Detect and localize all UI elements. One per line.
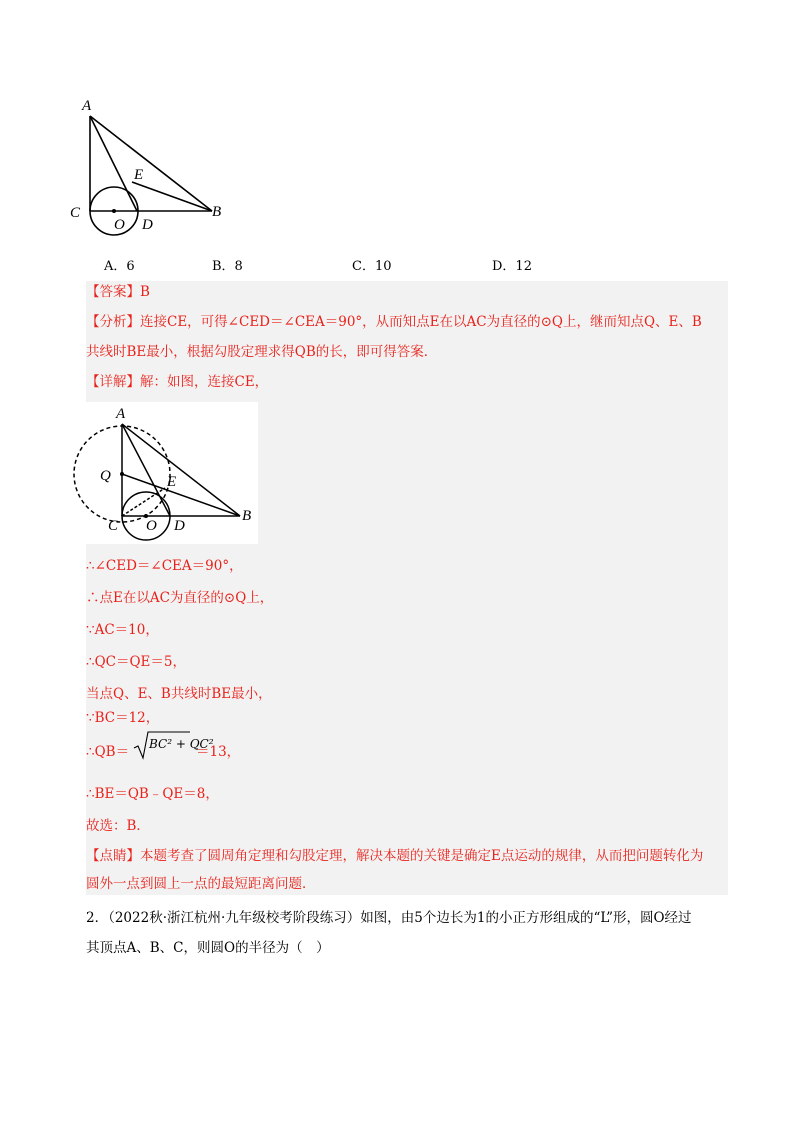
segment-ad bbox=[90, 116, 137, 211]
answer-line bbox=[86, 281, 150, 303]
segment-qb bbox=[122, 474, 240, 516]
comment-line-2: 圆外一点到圆上一点的最短距离问题． bbox=[86, 876, 316, 892]
step-6: ∵BC＝12， bbox=[86, 710, 160, 726]
label-d: D bbox=[174, 518, 185, 534]
step-7: ∴BE＝QB﹣QE＝8， bbox=[86, 786, 219, 802]
question-2-line-1: 2．（2022秋·浙江杭州·九年级校考阶段练习）如图，由5个边长为1的小正方形组成的“L”形，圆O经过 bbox=[86, 910, 692, 926]
label-b: B bbox=[242, 508, 252, 524]
step-5: 当点Q、E、B共线时BE最小， bbox=[86, 686, 272, 702]
answer-tag: 【答案】 bbox=[86, 284, 140, 300]
label-e: E bbox=[134, 167, 144, 183]
step-8: 故选：B． bbox=[86, 818, 150, 834]
step-3: ∵AC＝10， bbox=[86, 622, 159, 638]
step-2: ∴点E在以AC为直径的⊙Q上， bbox=[86, 590, 274, 606]
qb-prefix: ∴QB＝ bbox=[86, 744, 130, 760]
label-o: O bbox=[146, 518, 157, 534]
analysis-line-2: 共线时BE最小，根据勾股定理求得QB的长，即可得答案． bbox=[86, 344, 438, 360]
segment-ab bbox=[90, 116, 212, 211]
analysis-line-1: 【分析】连接CE，可得∠CED＝∠CEA＝90°，从而知点E在以AC为直径的⊙Q上，继而知点Q、E、B bbox=[86, 314, 702, 330]
option-d: D．12 bbox=[492, 259, 532, 274]
label-e: E bbox=[167, 474, 177, 490]
label-q: Q bbox=[100, 468, 111, 484]
question-2-line-2: 其顶点A、B、C，则圆O的半径为（ ） bbox=[86, 940, 330, 956]
segment-ab bbox=[122, 424, 240, 516]
detail-tag: 【详解】 bbox=[86, 374, 140, 390]
comment-tag: 【点睛】 bbox=[86, 848, 140, 864]
answer-value: B bbox=[140, 284, 150, 300]
step-4: ∴QC＝QE＝5， bbox=[86, 654, 186, 670]
segment-ad bbox=[122, 424, 170, 516]
label-c: C bbox=[70, 205, 81, 221]
figure-2 bbox=[72, 402, 258, 544]
detail-line: 【详解】解：如图，连接CE， bbox=[86, 374, 269, 390]
step-1: ∴∠CED＝∠CEA＝90°， bbox=[86, 558, 243, 574]
analysis-tag: 【分析】 bbox=[86, 314, 140, 330]
option-c: C．10 bbox=[352, 259, 392, 274]
qb-suffix: ＝13， bbox=[196, 744, 241, 760]
segment-eb bbox=[132, 182, 212, 211]
label-o: O bbox=[114, 217, 125, 233]
label-d: D bbox=[142, 217, 153, 233]
label-a: A bbox=[116, 406, 126, 422]
figure-1 bbox=[66, 92, 236, 246]
label-a: A bbox=[82, 98, 92, 114]
label-b: B bbox=[212, 204, 222, 220]
option-b: B．8 bbox=[212, 259, 243, 274]
option-a: A．6 bbox=[104, 259, 135, 274]
comment-line-1: 【点睛】本题考查了圆周角定理和勾股定理，解决本题的关键是确定E点运动的规律，从而把问题转化为 bbox=[86, 848, 704, 864]
label-c: C bbox=[108, 518, 119, 534]
sqrt-radicand: BC² + QC² bbox=[149, 737, 214, 751]
